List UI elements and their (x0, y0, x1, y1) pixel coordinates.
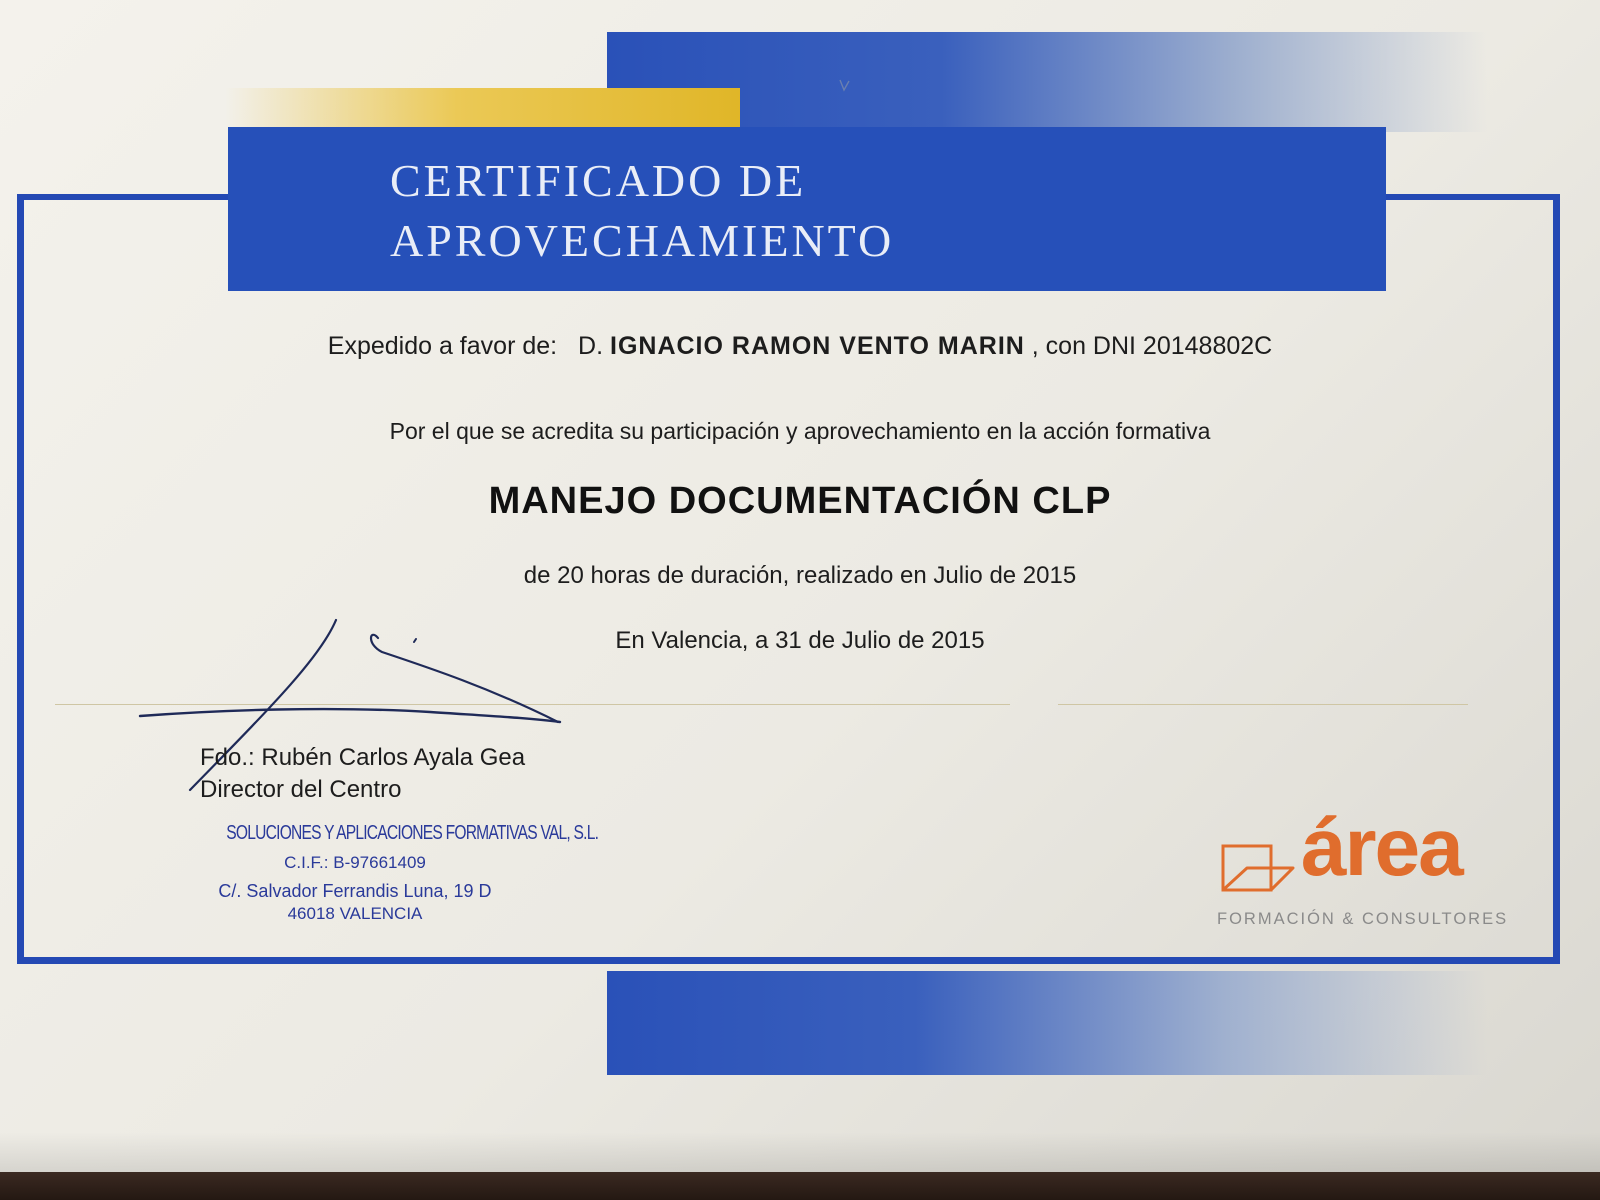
pen-mark (838, 78, 852, 94)
bottom-decorative-band (607, 971, 1487, 1075)
logo-tagline: FORMACIÓN & CONSULTORES (1217, 910, 1509, 928)
dni-text: , con DNI 20148802C (1031, 332, 1273, 360)
company-stamp (190, 822, 599, 924)
issued-to-line (0, 332, 1600, 361)
logo-brand-name: área (1301, 802, 1462, 893)
accreditation-text: Por el que se acredita su participación y aprovechamiento en la acción formativa (389, 418, 1211, 444)
title-line-1: CERTIFICADO DE (390, 155, 807, 206)
area-logo (1215, 802, 1515, 938)
certificate-title (390, 151, 894, 271)
title-line-2: APROVECHAMIENTO (390, 215, 895, 266)
duration-text: de 20 horas de duración, realizado en Julio de 2015 (523, 562, 1077, 589)
holder-name: IGNACIO RAMON VENTO MARIN (610, 332, 1025, 360)
stamp-cif: C.I.F.: B-97661409 (284, 853, 426, 872)
signature-rule-right (1058, 704, 1468, 705)
signer-name: Fdo.: Rubén Carlos Ayala Gea (200, 744, 526, 771)
place-date: En Valencia, a 31 de Julio de 2015 (615, 627, 985, 654)
issued-label: Expedido a favor de: (327, 332, 558, 360)
table-edge (0, 1172, 1600, 1200)
course-name: MANEJO DOCUMENTACIÓN CLP (488, 480, 1112, 522)
stamp-city: 46018 VALENCIA (287, 904, 423, 923)
gold-accent-bar (225, 88, 740, 132)
signer-role: Director del Centro (200, 776, 402, 803)
area-logo-icon (1219, 842, 1297, 902)
stamp-company: SOLUCIONES Y APLICACIONES FORMATIVAS VAL, S.L. (226, 822, 599, 844)
signer-block (200, 742, 525, 806)
paper-shadow (0, 1132, 1600, 1172)
stamp-address: C/. Salvador Ferrandis Luna, 19 D (218, 881, 492, 901)
title-banner (228, 127, 1386, 291)
holder-prefix: D. (578, 332, 604, 360)
